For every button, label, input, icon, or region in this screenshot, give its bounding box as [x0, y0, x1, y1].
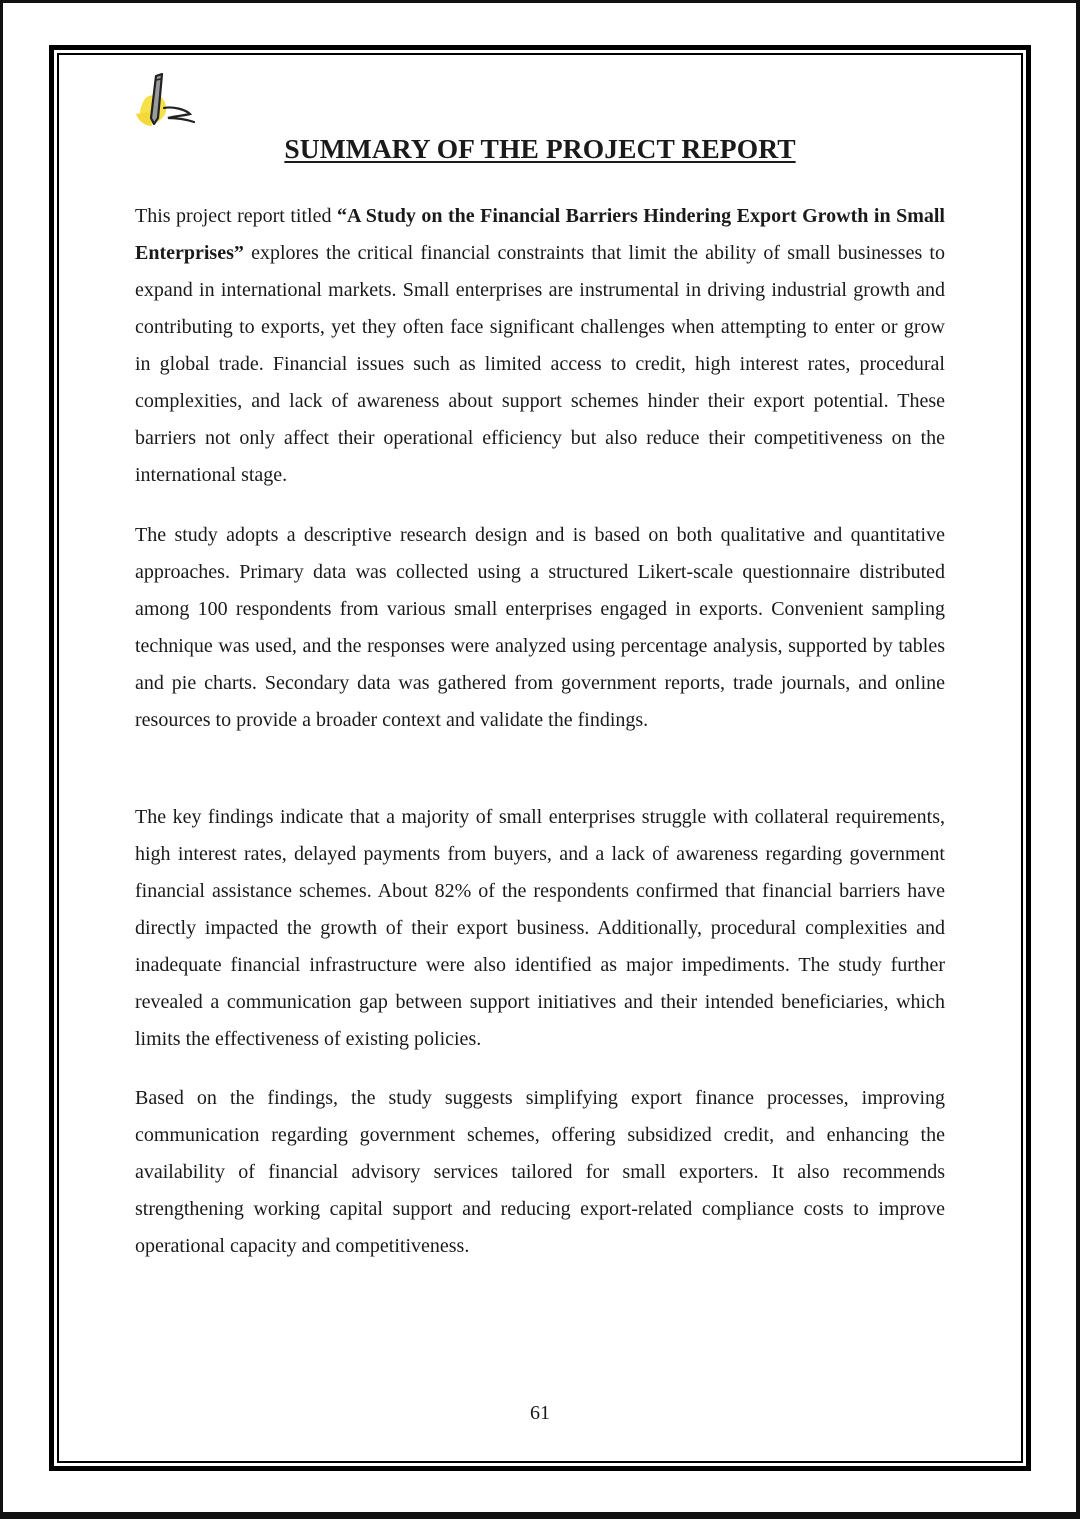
pen-writing-icon	[134, 70, 202, 132]
scan-edge-bottom	[0, 1512, 1080, 1519]
paragraph-1-body: explores the critical financial constraints that limit the ability of small businesses to expand in international markets. Small enterprises are instrumental in driving industrial growth and contributing to exports, yet they often face significant challenges when attempting to enter or grow in global trade. Financial issues such as limited access to credit, high interest rates, procedural complexities, and lack of awareness about support schemes hinder their export potential. These barriers not only affect their operational efficiency but also reduce their competitiveness on the international stage.	[135, 242, 945, 486]
scan-edge-left	[0, 0, 3, 1519]
page-title: SUMMARY OF THE PROJECT REPORT	[284, 133, 796, 164]
scan-edge-top	[0, 0, 1080, 3]
paragraph-1-intro: This project report titled	[135, 205, 337, 227]
summary-paragraph-4: Based on the findings, the study suggests simplifying export finance processes, improving communication regarding government schemes, offering subsidized credit, and enhancing the availability of financial advisory services tailored for small exporters. It also recommends strengthening working capital support and reducing export-related compliance costs to improve operational capacity and competitiveness.	[135, 1087, 945, 1257]
summary-paragraph-2: The study adopts a descriptive research design and is based on both qualitative and quantitative approaches. Primary data was collected using a structured Likert-scale questionnaire distributed among 100 respondents from various small enterprises engaged in exports. Convenient sampling technique was used, and the responses were analyzed using percentage analysis, supported by tables and pie charts. Secondary data was gathered from government reports, trade journals, and online resources to provide a broader context and validate the findings.	[135, 524, 945, 731]
summary-paragraph-3: The key findings indicate that a majority of small enterprises struggle with collateral requirements, high interest rates, delayed payments from buyers, and a lack of awareness regarding government financial assistance schemes. About 82% of the respondents confirmed that financial barriers have directly impacted the growth of their export business. Additionally, procedural complexities and inadequate financial infrastructure were also identified as major impediments. The study further revealed a communication gap between support initiatives and their intended beneficiaries, which limits the effectiveness of existing policies.	[135, 806, 945, 1050]
scan-edge-right	[1076, 0, 1080, 1519]
summary-paragraph-1	[135, 198, 945, 494]
page-number: 61	[530, 1402, 550, 1424]
report-title-bold: “A Study on the Financial Barriers Hindering Export Growth in Small Enterprises”	[135, 205, 945, 264]
